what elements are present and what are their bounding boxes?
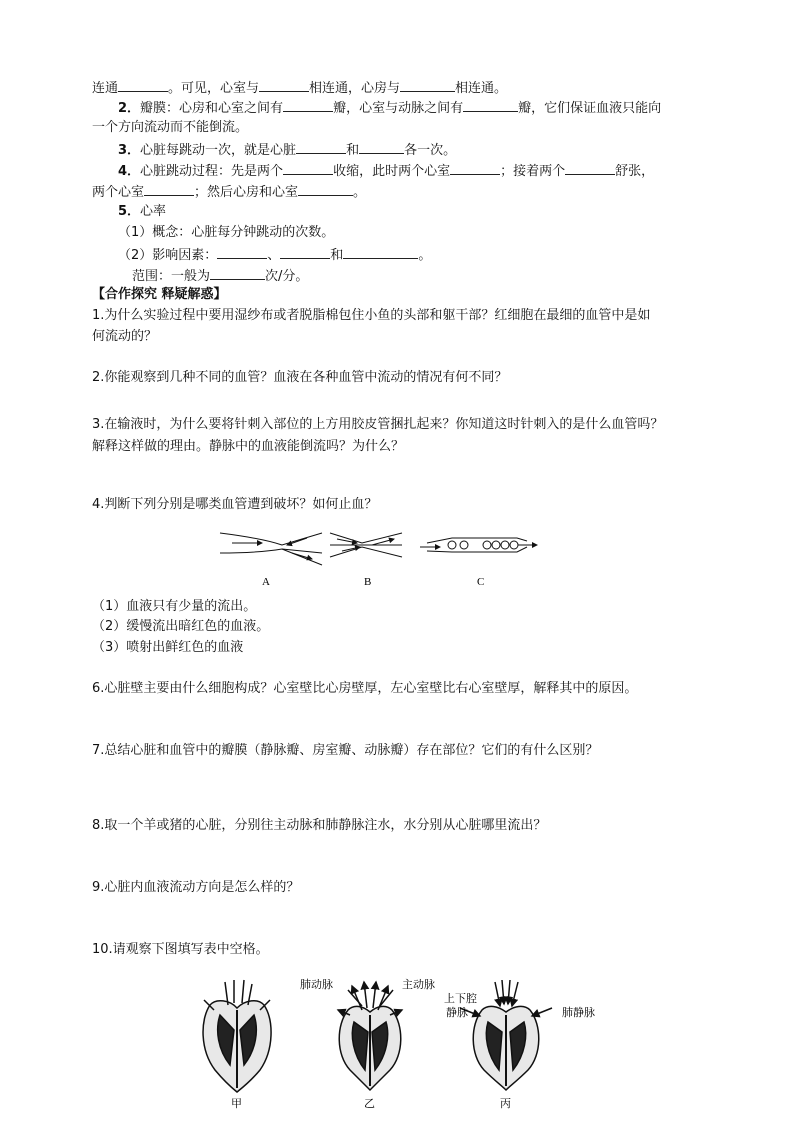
question-4: 4.判断下列分别是哪类血管遭到破坏？如何止血？ <box>92 497 378 512</box>
blank <box>463 98 518 112</box>
question-4-option-3: （3）喷射出鲜红色的血液 <box>92 640 244 655</box>
blank <box>298 182 353 196</box>
text: 。 <box>353 185 367 200</box>
fill-item-5 <box>118 203 166 221</box>
blank <box>280 245 330 259</box>
fill-item-5-2 <box>118 245 431 265</box>
blank <box>217 245 267 259</box>
text: 、 <box>267 248 281 263</box>
text: 瓣，心室与动脉之间有 <box>333 101 464 116</box>
blank <box>343 245 418 259</box>
text: 范围：一般为 <box>132 269 211 284</box>
vessel-label-b: B <box>364 576 372 588</box>
question-2: 2.你能观察到几种不同的血管？血液在各种血管中流动的情况有何不同？ <box>92 370 508 385</box>
text: 相连通。 <box>455 81 508 96</box>
item-number: 5． <box>118 204 141 219</box>
heart-figure <box>190 970 610 1110</box>
question-7: 7.总结心脏和血管中的瓣膜（静脉瓣、房室瓣、动脉瓣）存在部位？它们的有什么区别？ <box>92 743 599 758</box>
blank <box>118 78 168 92</box>
text: 收缩，此时两个心室 <box>333 164 451 179</box>
text: 两个心室 <box>92 185 145 200</box>
text: 和 <box>346 143 360 158</box>
question-10: 10.请观察下图填写表中空格。 <box>92 942 269 957</box>
blank <box>450 161 500 175</box>
text: ；然后心房和心室 <box>194 185 299 200</box>
text: 次/分。 <box>265 269 309 284</box>
blank <box>565 161 615 175</box>
blank <box>144 182 194 196</box>
question-9: 9.心脏内血液流动方向是怎么样的？ <box>92 880 300 895</box>
label-aorta: 主动脉 <box>402 978 435 991</box>
fill-line-1 <box>92 78 507 98</box>
text: 连通 <box>92 81 119 96</box>
question-1-line-2: 何流动的？ <box>92 329 158 344</box>
text: 和 <box>330 248 344 263</box>
item-number: 2． <box>118 101 141 116</box>
fill-item-4 <box>118 161 654 181</box>
question-3-line-2: 解释这样做的理由。静脉中的血液能倒流吗？为什么？ <box>92 439 405 454</box>
blank <box>283 161 333 175</box>
text: 各一次。 <box>404 143 457 158</box>
caption-jia: 甲 <box>231 1097 242 1110</box>
fill-item-2-cont: 一个方向流动而不能倒流。 <box>92 120 249 135</box>
text: 相连通，心房与 <box>309 81 401 96</box>
fill-item-5-3 <box>132 266 308 286</box>
item-number: 4． <box>118 164 141 179</box>
blank <box>359 140 404 154</box>
question-6: 6.心脏壁主要由什么细胞构成？心室壁比心房壁厚，左心室壁比右心室壁厚，解释其中的原因。 <box>92 681 638 696</box>
fill-item-4-cont <box>92 182 366 202</box>
vessel-label-a: A <box>262 576 270 588</box>
fill-item-2 <box>118 98 661 118</box>
text: 心脏跳动过程：先是两个 <box>140 164 284 179</box>
text: 瓣膜：心房和心室之间有 <box>140 101 284 116</box>
text: 。可见，心室与 <box>168 81 260 96</box>
text: 心脏每跳动一次，就是心脏 <box>140 143 297 158</box>
heart-yi <box>338 982 402 1090</box>
text: 。 <box>418 248 432 263</box>
question-8: 8.取一个羊或猪的心脏，分别往主动脉和肺静脉注水，水分别从心脏哪里流出？ <box>92 818 547 833</box>
item-number: 3． <box>118 143 141 158</box>
section-title: 【合作探究 释疑解惑】 <box>92 287 227 302</box>
fill-item-3 <box>118 140 456 160</box>
text: （2）影响因素： <box>118 248 218 263</box>
blank <box>259 78 309 92</box>
blank <box>210 266 265 280</box>
caption-yi: 乙 <box>364 1097 375 1110</box>
question-3-line-1: 3.在输液时，为什么要将针刺入部位的上方用胶皮管捆扎起来？你知道这时针刺入的是什么血管吗？ <box>92 417 664 432</box>
text: 心率 <box>140 204 167 219</box>
caption-bing: 丙 <box>500 1097 511 1110</box>
question-1-line-1: 1.为什么实验过程中要用湿纱布或者脱脂棉包住小鱼的头部和躯干部？红细胞在最细的血管中是如 <box>92 308 651 323</box>
text: 舒张， <box>615 164 655 179</box>
blank <box>296 140 346 154</box>
blank <box>283 98 333 112</box>
fill-item-5-1: （1）概念：心脏每分钟跳动的次数。 <box>118 225 335 240</box>
vessel-a <box>220 533 322 565</box>
label-pulmonary-vein: 肺静脉 <box>562 1006 595 1019</box>
text: 瓣，它们保证血液只能向 <box>518 101 662 116</box>
label-vena-cava-line-2: 静脉 <box>446 1006 468 1019</box>
vessel-b <box>330 533 402 557</box>
label-vena-cava-line-1: 上下腔 <box>444 992 477 1005</box>
vessel-figure <box>212 525 552 595</box>
question-4-option-2: （2）缓慢流出暗红色的血液。 <box>92 619 270 634</box>
heart-jia <box>203 980 271 1092</box>
blank <box>400 78 455 92</box>
label-pulmonary-artery: 肺动脉 <box>300 978 333 991</box>
vessel-label-c: C <box>477 576 485 588</box>
vessel-c <box>420 538 537 552</box>
question-4-option-1: （1）血液只有少量的流出。 <box>92 599 257 614</box>
text: ；接着两个 <box>500 164 566 179</box>
